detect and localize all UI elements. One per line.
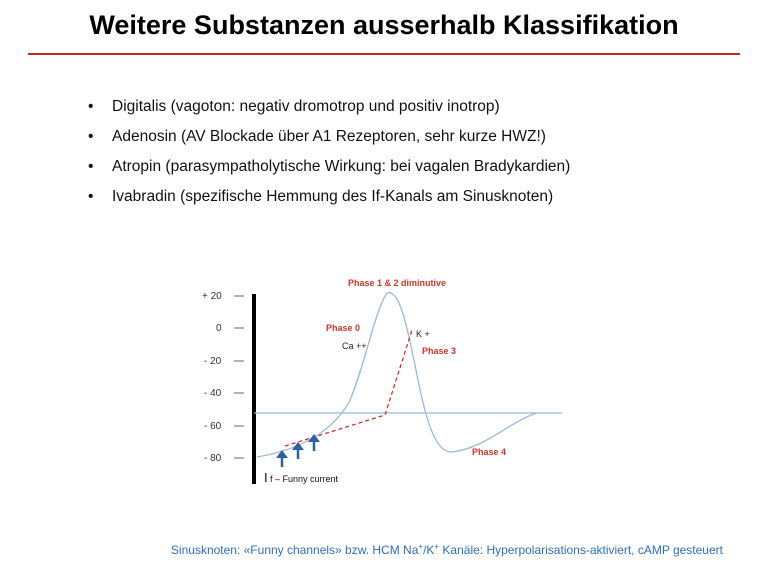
title-divider [28, 53, 740, 55]
bullet-text: Ivabradin (spezifische Hemmung des If-Kanals am Sinusknoten) [112, 188, 554, 205]
bullet-item [88, 126, 570, 156]
action-potential-curve [257, 293, 536, 457]
bullet-text: Atropin (parasympatholytische Wirkung: bei vagalen Bradykardien) [112, 158, 571, 175]
footer-text: Sinusknoten: «Funny channels» bzw. HCM Na [170, 543, 419, 557]
footer-text: Kanäle: Hyperpolarisations-aktiviert, cAMP gesteuert [439, 543, 723, 557]
label-potassium: K + [416, 329, 430, 339]
bullet-text: Digitalis (vagoton: negativ dromotrop und positiv inotrop) [112, 98, 500, 115]
label-phase-1-2: Phase 1 & 2 diminutive [348, 278, 447, 288]
bullet-item [88, 96, 570, 126]
bullet-item [88, 156, 570, 186]
bullet-dot-icon: • [88, 158, 94, 175]
bullet-item [88, 186, 570, 216]
label-phase-3: Phase 3 [422, 346, 457, 356]
label-funny-i: I [264, 470, 268, 485]
y-tick-label: - 40 [204, 388, 222, 399]
action-potential-figure [190, 270, 570, 495]
bullet-dot-icon: • [88, 188, 94, 205]
footer-text: /K [423, 543, 435, 557]
footer-superscript: + [434, 542, 440, 551]
label-funny-current: f – Funny current [270, 474, 339, 484]
y-tick-label: 0 [216, 323, 222, 334]
bullet-list [88, 96, 570, 216]
y-tick-marks [234, 296, 244, 458]
y-tick-label: - 80 [204, 453, 222, 464]
bullet-text: Adenosin (AV Blockade über A1 Rezeptoren, sehr kurze HWZ!) [112, 128, 546, 145]
bullet-dot-icon: • [88, 98, 94, 115]
bullet-dot-icon: • [88, 128, 94, 145]
y-tick-label: + 20 [202, 291, 222, 302]
footer-superscript: + [418, 542, 424, 551]
label-phase-4: Phase 4 [472, 447, 507, 457]
footer-note [0, 542, 768, 557]
page-title: Weitere Substanzen ausserhalb Klassifikation [89, 10, 679, 40]
y-tick-label: - 20 [204, 356, 222, 367]
y-tick-label: - 60 [204, 421, 222, 432]
label-phase-0: Phase 0 [326, 323, 361, 333]
label-calcium: Ca ++ [342, 341, 367, 351]
